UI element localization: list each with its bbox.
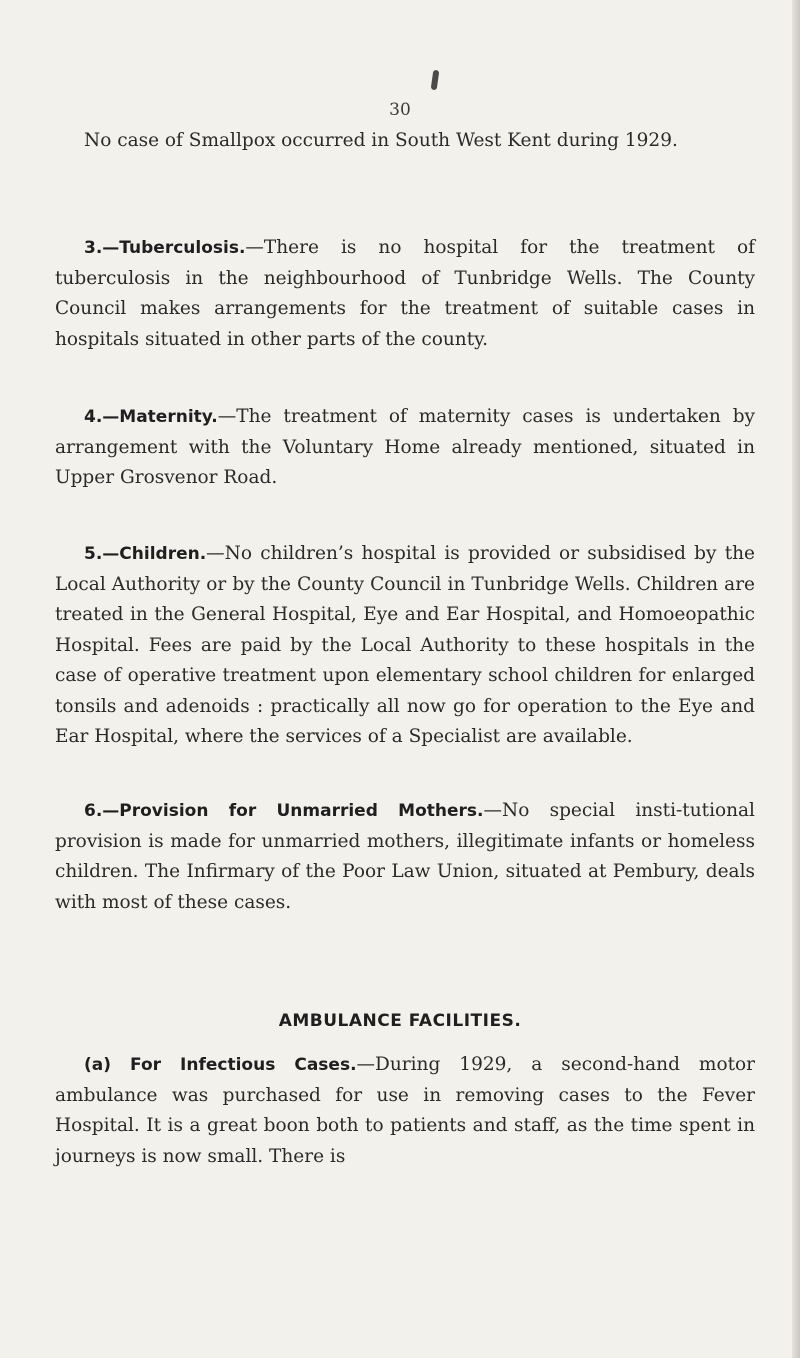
ambulance-infectious-cases <box>55 1050 755 1172</box>
section-heading: 6.—Provision for Unmarried Mothers. <box>84 801 484 821</box>
ambulance-heading: AMBULANCE FACILITIES. <box>278 1011 522 1031</box>
ink-mark <box>431 70 440 91</box>
section-body: —No children’s hospital is provided or subsidised by the Local Authority or by the County Council in Tunbridge Wells. Children are treated in the General Hospital, Eye and Ear Hospital, and Homoeopathic Hospital. Fees are paid by the Local Authority to these hospitals in the case of operative treatment upon elementary school children for enlarged tonsils and adenoids : practically all now go for operation to the Eye and Ear Hospital, where the services of a Specialist are available. <box>55 543 755 747</box>
section-body: —During 1929, a second-hand motor ambulance was purchased for use in removing cases to the Fever Hospital. It is a great boon both to patients and staff, as the time spent in journeys is now small. There is <box>55 1054 756 1167</box>
section-body: —No special insti-tutional provision is made for unmarried mothers, illegitimate infants or homeless children. The Infirmary of the Poor Law Union, situated at Pembury, deals with most of these cases. <box>55 800 755 913</box>
intro-paragraph: No case of Smallpox occurred in South West Kent during 1929. <box>84 130 678 151</box>
section-unmarried-mothers <box>55 796 755 918</box>
section-maternity <box>55 402 755 494</box>
section-body: —The treatment of maternity cases is undertaken by arrangement with the Voluntary Home already mentioned, situated in Upper Grosvenor Road. <box>55 406 755 488</box>
section-heading: (a) For Infectious Cases. <box>84 1055 357 1075</box>
section-heading: 4.—Maternity. <box>84 407 218 427</box>
section-tuberculosis <box>55 233 755 355</box>
section-children <box>55 539 755 753</box>
page-edge <box>792 0 800 1358</box>
page-number: 30 <box>389 100 411 120</box>
section-heading: 5.—Children. <box>84 544 207 564</box>
section-heading: 3.—Tuberculosis. <box>84 238 246 258</box>
section-body: —There is no hospital for the treatment of tuberculosis in the neighbourhood of Tunbridge Wells. The County Council makes arrangements for the treatment of suitable cases in hospitals situated in other parts of the county. <box>55 237 755 350</box>
